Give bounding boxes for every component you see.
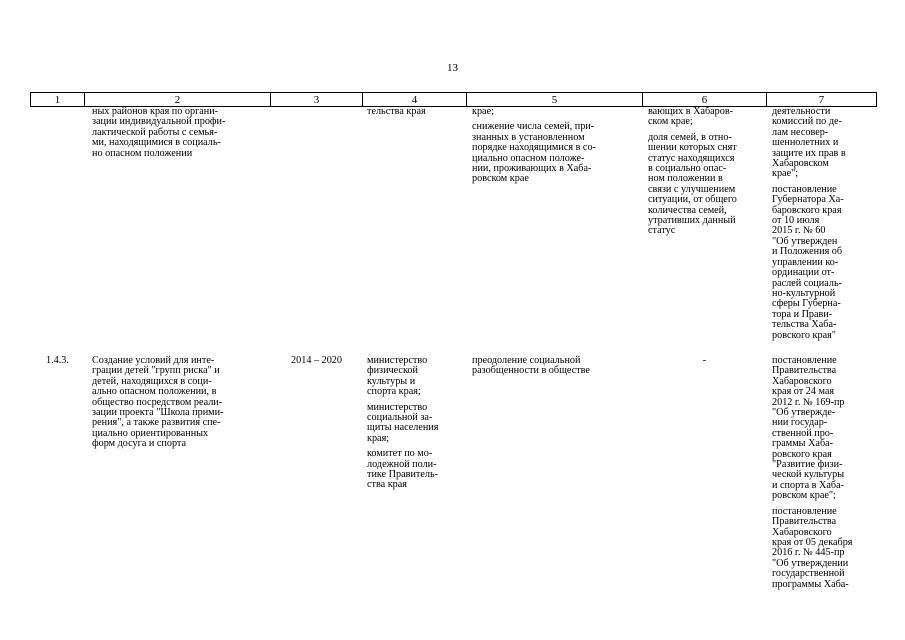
column-header-6: 6 [701,94,708,106]
cell-paragraph: преодоление социальной разобщенности в обществе [472,355,590,377]
continued-row-col7-cell [772,107,876,346]
cell-paragraph: министерство социальной за- щиты населения края; [367,401,439,444]
continued-row-col2-cell [92,107,268,164]
continued-row-col5-cell [472,107,640,190]
row-1-4-3-executors-cell [367,356,465,496]
cell-paragraph: - [702,355,707,366]
column-header-4: 4 [411,94,418,106]
cell-paragraph: министерство физической культуры и спорта края; [367,355,428,398]
continued-row-col4-cell [367,107,465,122]
column-header-3: 3 [313,94,320,106]
cell-paragraph: снижение числа семей, при- знанных в установленном порядке находящимися в со- циально опасном положе- нии, проживающих в Хаба- ровском крае [472,121,596,185]
cell-paragraph: Создание условий для инте- грации детей "групп риска" и детей, находящихся в соци- ально опасном положении, в общество посредством реали- зации проекта "Школа прими- рения", а также развития спе- циально ориентированных форм досуга и спорта [92,355,224,450]
cell-paragraph: 2014 – 2020 [291,355,342,366]
cell-paragraph: постановление Правительства Хабаровского края от 05 декабря 2016 г. № 445-пр "Об утверждении государственной программы Хаба- [772,505,853,590]
column-header-1: 1 [54,94,61,106]
row-1-4-3-number-cell [46,356,82,371]
cell-paragraph: доля семей, в отно- шении которых снят статус находящихся в социально опас- ном положении в связи с улучшением ситуации, от общего количества семей, утративших данный статус [648,131,737,237]
row-1-4-3-period-cell [271,356,362,371]
row-1-4-3-indicators-cell [643,356,766,371]
cell-paragraph: деятельности комиссий по де- лам несовер- шеннолетних и защите их прав в Хабаровском крае"; [772,106,846,180]
cell-paragraph: тельства края [367,106,426,117]
row-1-4-3-documents-cell [772,356,876,595]
column-header-7: 7 [818,94,825,106]
row-1-4-3-activity-cell [92,356,268,455]
cell-paragraph: ных районов края по органи- зации индивидуальной профи- лактической работы с семья- ми, находящимися в социаль- но опасном положении [92,106,226,159]
cell-paragraph: постановление Губернатора Ха- баровского края от 10 июля 2015 г. № 60 "Об утвержден и Положения об управлении ко- ординации от- раслей социаль- но-культурной сферы Губерна- тора и Прави- тельства Хаба- ровского края" [772,183,844,341]
cell-paragraph: крае; [472,106,494,117]
continued-row-col6-cell [648,107,764,242]
cell-paragraph: постановление Правительства Хабаровского края от 24 мая 2012 г. № 169-пр "Об утвержде- нии государ- ственной про- граммы Хаба- ровского края "Развитие физи- ческой культуры и спорта в Хаба- ровском крае"; [772,355,845,502]
column-header-5: 5 [551,94,558,106]
table-header-right-border [876,92,877,107]
cell-paragraph: вающих в Хабаров- ском крае; [648,106,734,128]
page-number: 13 [447,62,458,74]
column-header-2: 2 [174,94,181,106]
cell-paragraph: комитет по мо- лодежной поли- тике Правитель- ства края [367,448,438,491]
cell-paragraph: 1.4.3. [46,355,69,366]
row-1-4-3-results-cell [472,356,640,382]
